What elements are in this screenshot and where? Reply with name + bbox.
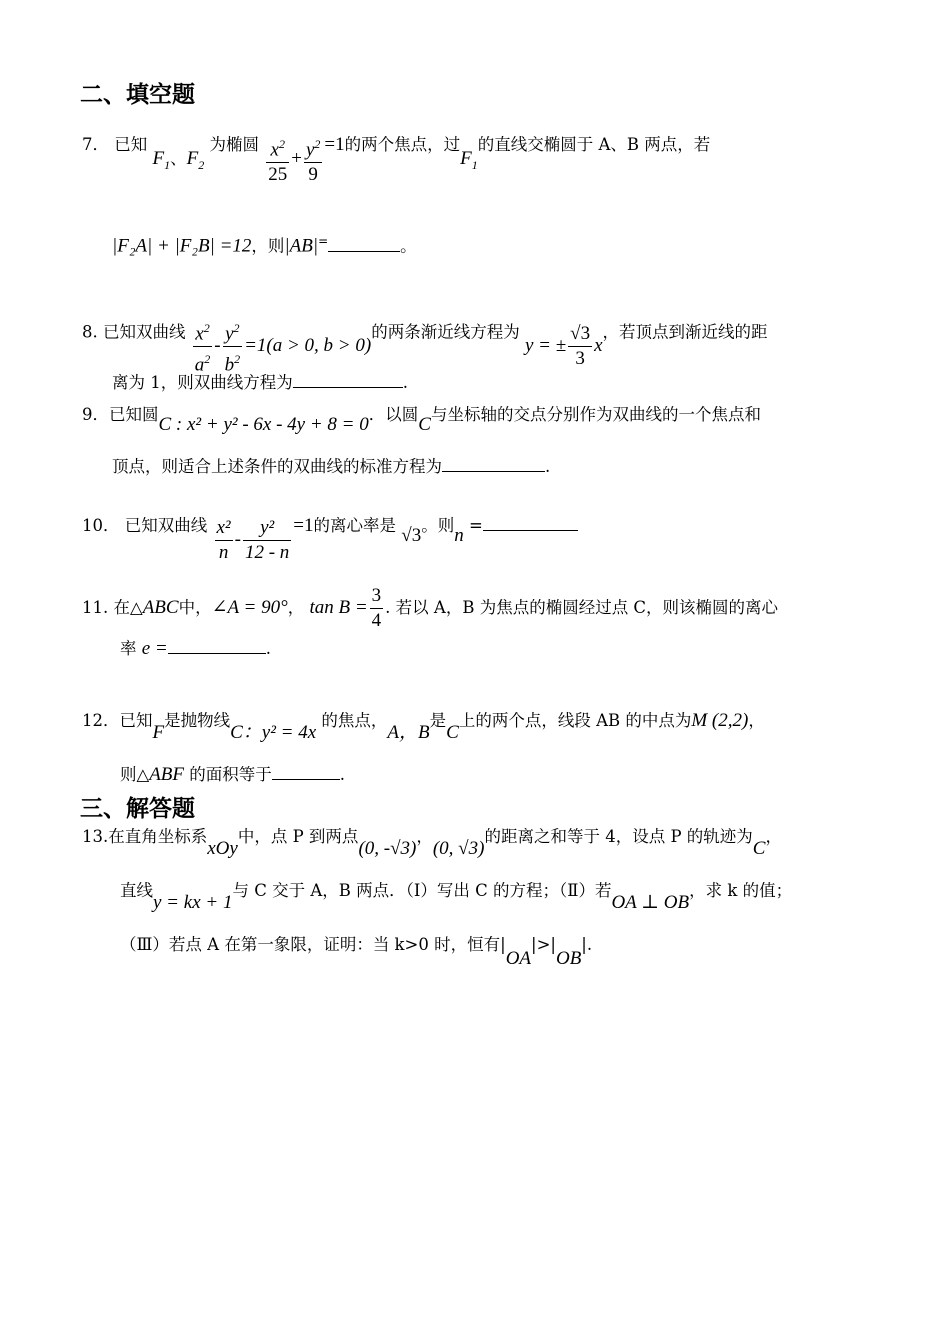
math-sum-expression: |F₂A| + |F₂B| =12 xyxy=(112,235,252,257)
text: 的距离之和等于 4，设点 P 的轨迹为 xyxy=(484,827,753,846)
answer-blank[interactable] xyxy=(442,471,545,472)
text: 的直线交椭圆于 A、B 两点，若 xyxy=(477,135,711,155)
section-title-fill-in: 二、填空题 xyxy=(80,82,195,108)
math-e: e = xyxy=(141,638,168,659)
text: 中，点 P 到两点 xyxy=(237,827,359,846)
text: 已知圆 xyxy=(109,405,159,424)
text: . xyxy=(265,639,272,658)
math-f1: $F_1$ xyxy=(152,148,171,172)
math-point-2: (0, √3) xyxy=(432,838,485,859)
text: = xyxy=(468,516,483,535)
text: 已知 xyxy=(114,135,148,155)
math-ab: A，B xyxy=(387,722,430,743)
math-parabola: C：y² = 4x xyxy=(230,722,317,743)
text: ， xyxy=(748,711,765,730)
text: 在直角坐标系 xyxy=(108,827,208,846)
text: 是抛物线 xyxy=(164,711,231,730)
text: |. xyxy=(581,935,593,954)
text: 为椭圆 xyxy=(209,135,259,155)
text: 率 xyxy=(120,639,137,658)
text: 。则 xyxy=(421,516,455,535)
text: ．以圆 xyxy=(368,405,419,424)
question-number: 13. xyxy=(82,827,109,846)
math-c: C xyxy=(752,838,766,859)
answer-blank[interactable] xyxy=(328,251,400,252)
text: 上的两个点，线段 AB 的中点为 xyxy=(458,711,692,730)
text: . 若以 A，B 为焦点的椭圆经过点 C，则该椭圆的离心 xyxy=(385,598,779,617)
text: 的两个焦点，过 xyxy=(344,135,461,155)
answer-blank[interactable] xyxy=(483,530,578,531)
text: （Ⅲ）若点 A 在第一象限，证明：当 k>0 时，恒有| xyxy=(120,935,506,954)
math-f: F xyxy=(152,722,165,743)
text: 在△ xyxy=(113,598,143,617)
question-12-line-2 xyxy=(120,764,345,786)
text: ， xyxy=(765,827,782,846)
math-c: C xyxy=(418,414,431,435)
text: 中， xyxy=(178,598,212,617)
text: |>| xyxy=(531,935,556,954)
math-x: x xyxy=(594,335,603,357)
answer-blank[interactable] xyxy=(168,653,266,654)
text: 。 xyxy=(400,236,417,256)
math-asymptote: y = ± xyxy=(524,335,567,357)
math-condition: =1(a > 0, b > 0) xyxy=(244,335,372,357)
math-perpendicular: OA ⊥ OB xyxy=(611,892,690,913)
math-ob: OB xyxy=(555,948,582,969)
math-point-1: (0, -√3) xyxy=(358,838,417,859)
math-f1: $F_1$ xyxy=(460,148,478,172)
text: 顶点，则适合上述条件的双曲线的标准方程为 xyxy=(112,457,442,476)
fraction-sqrt3-3: $\frac{√3}{3}$ xyxy=(570,323,591,370)
text: 已知双曲线 xyxy=(124,516,208,535)
text: . xyxy=(402,373,408,392)
text: - xyxy=(214,335,221,357)
question-13-line-2 xyxy=(120,880,793,913)
math-abf: ABF xyxy=(149,764,185,785)
question-11-line-1 xyxy=(82,584,778,633)
question-number: 7． xyxy=(82,135,109,155)
question-number: 9． xyxy=(82,405,109,424)
text: - xyxy=(234,529,241,550)
question-13-line-1 xyxy=(82,826,782,859)
question-7-line-1: 7． 已知 $F_1$、$F_2$ 为椭圆 $\frac{x^2}{25}$ + $\frac{y^2}{9}$ =1的两个焦点，过$F_1$的直线交椭圆于 A、B 两点，若 xyxy=(82,118,710,173)
section-title-solution: 三、解答题 xyxy=(80,796,195,822)
answer-blank[interactable] xyxy=(272,779,340,780)
text: 的焦点， xyxy=(321,711,388,730)
text: 则△ xyxy=(120,765,150,784)
text: 、 xyxy=(170,149,187,169)
question-8-line-1 xyxy=(82,302,768,376)
question-13-line-3 xyxy=(120,934,593,969)
math-circle-equation: C : x² + y² - 6x - 4y + 8 = 0 xyxy=(158,414,369,435)
question-number: 11. xyxy=(82,598,109,617)
question-9-line-1 xyxy=(82,404,761,435)
math-xoy: xOy xyxy=(207,838,238,859)
question-number: 10． xyxy=(82,516,120,535)
text: ，则 xyxy=(251,236,285,256)
fraction-x2-a2: $\frac{x^2}{a^2}$ xyxy=(193,316,213,378)
text: . xyxy=(545,457,551,476)
text: 的离心率是 xyxy=(313,516,397,535)
text: 直线 xyxy=(120,881,153,900)
math-abc: ABC xyxy=(142,597,179,618)
math-angle: ∠A = 90° xyxy=(211,597,288,618)
answer-blank[interactable] xyxy=(293,387,403,388)
text: 是 xyxy=(429,711,447,730)
text: ，求 k 的值； xyxy=(689,881,793,900)
math-abs-ab: |AB| xyxy=(284,235,319,257)
math-equals-1: =1 xyxy=(293,515,314,536)
question-12-line-1 xyxy=(82,710,765,743)
math-c: C xyxy=(446,722,459,743)
math-tan: tan B = xyxy=(309,597,368,618)
fraction-3-4: $\frac{3}{4}$ xyxy=(371,585,382,631)
question-11-line-2 xyxy=(120,638,271,660)
math-sqrt3: √3 xyxy=(401,525,422,546)
text: 离为 1，则双曲线方程为 xyxy=(112,373,293,392)
text: 与 C 交于 A，B 两点．（Ⅰ）写出 C 的方程；（Ⅱ）若 xyxy=(232,881,612,900)
fraction-y2-12-n: $\frac{\text{y²}}{12 - n}$ xyxy=(244,517,290,563)
math-oa: OA xyxy=(505,948,532,969)
text: 已知 xyxy=(119,711,153,730)
math-line-equation: y = kx + 1 xyxy=(153,892,233,913)
fraction-x2-25: $\frac{x^2}{25}$ xyxy=(266,132,289,187)
fraction-y2-b2: $\frac{y^2}{b^2}$ xyxy=(223,316,243,378)
text: ， xyxy=(416,827,433,846)
question-number: 8. xyxy=(82,322,98,342)
text: 与坐标轴的交点分别作为双曲线的一个焦点和 xyxy=(430,405,761,424)
math-equals-1: =1 xyxy=(324,134,345,156)
question-10-line xyxy=(82,502,578,563)
text: ， xyxy=(287,598,305,617)
question-7-line-2 xyxy=(112,230,417,258)
text: 已知双曲线 xyxy=(103,322,186,342)
math-n: n xyxy=(454,525,464,546)
question-number: 12． xyxy=(82,711,120,730)
fraction-x2-n: $\frac{\text{x²}}{n}$ xyxy=(216,517,231,563)
math-f2: $F_2$ xyxy=(186,148,205,172)
fraction-y2-9: $\frac{y^2}{9}$ xyxy=(304,132,322,187)
question-9-line-2 xyxy=(112,456,550,478)
math-midpoint: M (2,2) xyxy=(691,710,749,731)
text: . xyxy=(339,765,346,784)
question-8-line-2 xyxy=(112,372,408,394)
text: 的两条渐近线方程为 xyxy=(371,322,520,342)
text: = xyxy=(318,234,329,248)
text: ，若顶点到渐近线的距 xyxy=(602,322,768,342)
text: 的面积等于 xyxy=(189,765,272,784)
